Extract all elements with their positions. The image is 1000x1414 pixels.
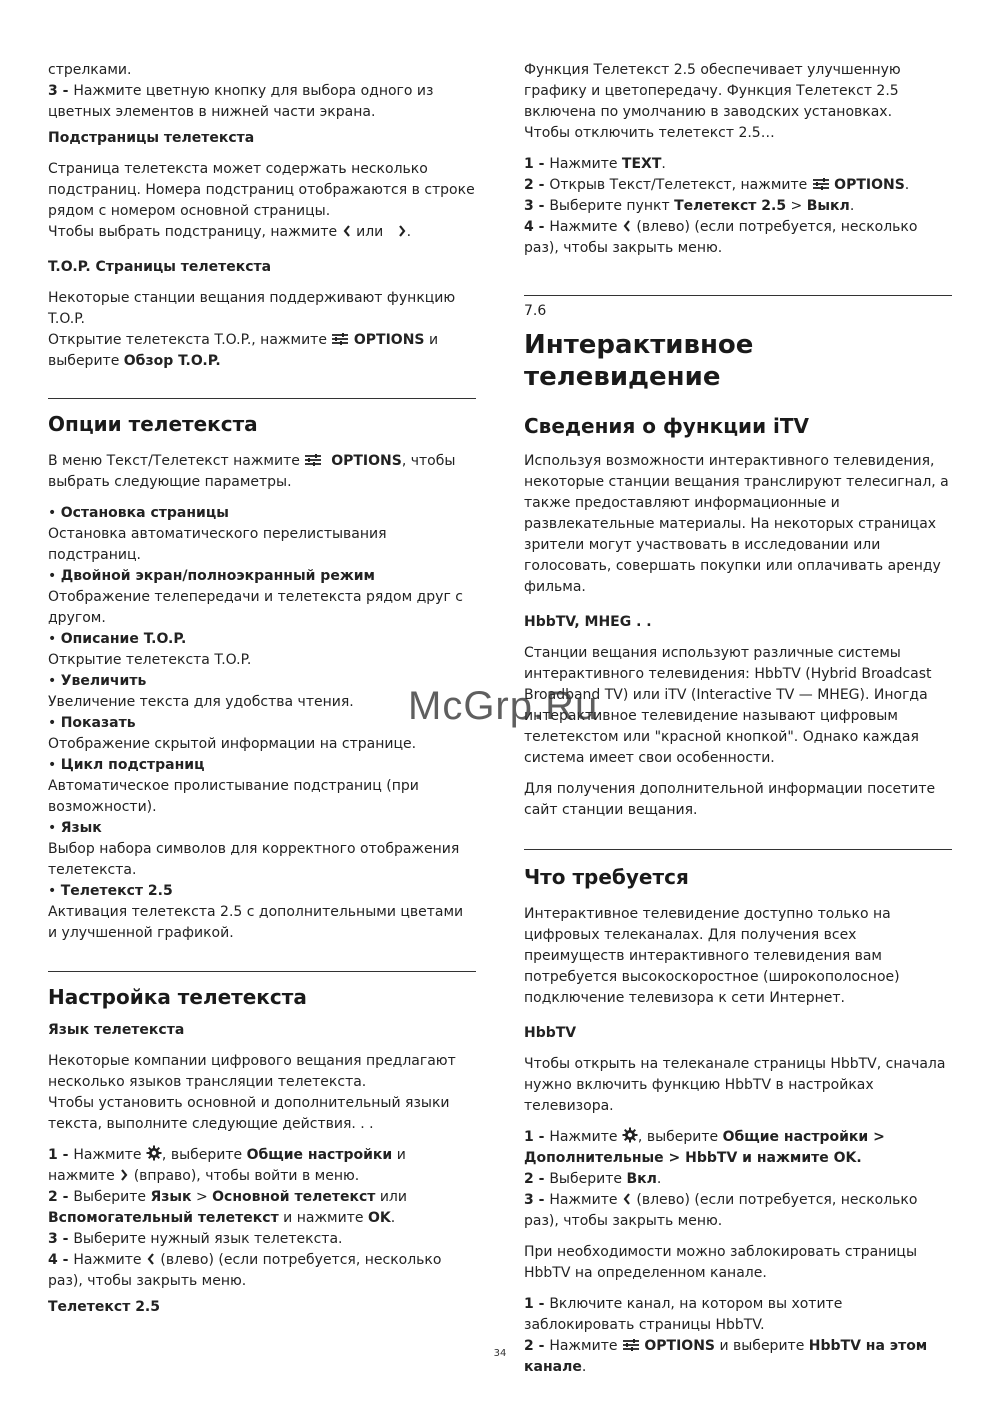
list-item-name: • Язык	[48, 820, 102, 836]
chevron-left-icon	[146, 1252, 156, 1266]
section-divider	[48, 971, 476, 972]
list-item-name: • Цикл подстраниц	[48, 757, 205, 773]
section-title: Сведения о функции iTV	[524, 414, 810, 438]
step: 4 - Нажмите (влево) (если потребуется, несколько раз), чтобы закрыть меню.	[524, 219, 918, 256]
list-item-name: • Описание T.O.P.	[48, 631, 187, 647]
chevron-right-icon	[119, 1168, 129, 1182]
step: 3 - Нажмите (влево) (если потребуется, несколько раз), чтобы закрыть меню.	[524, 1192, 918, 1229]
paragraph: При необходимости можно заблокировать страницы HbbTV на определенном канале.	[524, 1244, 918, 1281]
list-item-desc: Увеличение текста для удобства чтения.	[48, 694, 354, 710]
options-icon	[812, 177, 830, 191]
subheading: HbbTV	[524, 1025, 577, 1041]
gear-icon	[622, 1127, 638, 1143]
options-icon	[304, 453, 322, 467]
subheading: Подстраницы телетекста	[48, 130, 255, 146]
options-icon	[331, 332, 349, 346]
paragraph: Чтобы открыть на телеканале страницы HbbTV, сначала нужно включить функцию HbbTV в настройках телевизора.	[524, 1056, 946, 1114]
step: 2 - Нажмите OPTIONS и выберите HbbTV на этом канале.	[524, 1338, 928, 1375]
paragraph: В меню Текст/Телетекст нажмите OPTIONS, чтобы выбрать следующие параметры.	[48, 453, 456, 490]
list-item-desc: Выбор набора символов для корректного отображения телетекста.	[48, 841, 460, 878]
list-item-desc: Отображение телепередачи и телетекста рядом друг с другом.	[48, 589, 463, 626]
section-divider	[524, 849, 952, 850]
chevron-left-icon	[622, 1192, 632, 1206]
paragraph: Функция Телетекст 2.5 обеспечивает улучшенную графику и цветопередачу. Функция Телетекст 2.5 включена по умолчанию в заводских установках.	[524, 62, 901, 120]
chapter-title: Интерактивное телевидение	[524, 330, 754, 392]
section-title: Что требуется	[524, 865, 689, 889]
list-item-name: • Остановка страницы	[48, 505, 229, 521]
list-item-desc: Остановка автоматического перелистывания подстраниц.	[48, 526, 387, 563]
paragraph: Страница телетекста может содержать несколько подстраниц. Номера подстраниц отображаются в строке рядом с номером основной страницы.	[48, 161, 475, 219]
list-item-desc: Активация телетекста 2.5 с дополнительными цветами и улучшенной графикой.	[48, 904, 464, 941]
section-title: Опции телетекста	[48, 412, 258, 436]
subheading: Телетекст 2.5	[48, 1299, 160, 1315]
list-item-desc: Отображение скрытой информации на странице.	[48, 736, 417, 752]
list-item-name: • Показать	[48, 715, 136, 731]
list-item-name: • Увеличить	[48, 673, 147, 689]
paragraph: стрелками.	[48, 62, 132, 78]
paragraph: Чтобы отключить телетекст 2.5…	[524, 125, 775, 141]
list-item-desc: Открытие телетекста T.O.P.	[48, 652, 252, 668]
paragraph: Чтобы установить основной и дополнительный языки текста, выполните следующие действия. . .	[48, 1095, 450, 1132]
paragraph: Для получения дополнительной информации посетите сайт станции вещания.	[524, 781, 936, 818]
section-divider	[524, 295, 952, 296]
page-number: 34	[493, 1348, 507, 1359]
paragraph: Чтобы выбрать подстраницу, нажмите или .	[48, 224, 412, 240]
section-divider	[48, 398, 476, 399]
paragraph: Открытие телетекста T.O.P., нажмите OPTIONS и выберите Обзор T.O.P.	[48, 332, 439, 369]
subheading: T.O.P. Страницы телетекста	[48, 259, 272, 275]
step: 2 - Открыв Текст/Телетекст, нажмите OPTIONS.	[524, 177, 910, 193]
paragraph: Некоторые станции вещания поддерживают функцию T.O.P.	[48, 290, 456, 327]
paragraph: 3 - Нажмите цветную кнопку для выбора одного из цветных элементов в нижней части экрана.	[48, 83, 434, 120]
step: 1 - Нажмите TEXT.	[524, 156, 666, 172]
step: 1 - Нажмите , выберите Общие настройки > Дополнительные > HbbTV и нажмите OK.	[524, 1129, 885, 1166]
chevron-left-icon	[622, 219, 632, 233]
paragraph: Интерактивное телевидение доступно только на цифровых телеканалах. Для получения всех преимуществ интерактивного телевидения вам потребуется высокоскоростное (широкополосное) подключение телевизора к сети Интернет.	[524, 906, 900, 1006]
list-item-name: • Двойной экран/полноэкранный режим	[48, 568, 376, 584]
step: 2 - Выберите Вкл.	[524, 1171, 662, 1187]
paragraph: Станции вещания используют различные системы интерактивного телевидения: HbbTV (Hybrid Broadcast Broadband TV) или iTV (Interactive TV — MHEG). Иногда интерактивное телевидение называют цифровым телетекстом или "красной кнопкой". Однако каждая система имеет свои особенности.	[524, 645, 932, 766]
list-item-name: • Телетекст 2.5	[48, 883, 173, 899]
section-number: 7.6	[524, 303, 547, 319]
watermark: McGrp.Ru	[408, 684, 599, 728]
paragraph: Используя возможности интерактивного телевидения, некоторые станции вещания транслируют телесигнал, а также предоставляют информационные и развлекательные материалы. На некоторых страницах зрители могут участвовать в исследовании или голосовать, совершать покупки или оплачивать аренду фильма.	[524, 453, 949, 595]
subheading: HbbTV, MHEG . .	[524, 614, 652, 630]
step: 3 - Выберите нужный язык телетекста.	[48, 1231, 343, 1247]
step: 2 - Выберите Язык > Основной телетекст или Вспомогательный телетекст и нажмите OK.	[48, 1189, 407, 1226]
gear-icon	[146, 1145, 162, 1161]
step: 1 - Включите канал, на котором вы хотите заблокировать страницы HbbTV.	[524, 1296, 843, 1333]
list-item-desc: Автоматическое пролистывание подстраниц (при возможности).	[48, 778, 419, 815]
section-title: Настройка телетекста	[48, 985, 307, 1009]
subheading: Язык телетекста	[48, 1022, 185, 1038]
step: 1 - Нажмите , выберите Общие настройки и нажмите (вправо), чтобы войти в меню.	[48, 1147, 406, 1184]
step: 4 - Нажмите (влево) (если потребуется, несколько раз), чтобы закрыть меню.	[48, 1252, 442, 1289]
paragraph: Некоторые компании цифрового вещания предлагают несколько языков трансляции телетекста.	[48, 1053, 456, 1090]
step: 3 - Выберите пункт Телетекст 2.5 > Выкл.	[524, 198, 855, 214]
chevron-left-icon	[342, 224, 352, 238]
chevron-right-icon	[397, 224, 407, 238]
